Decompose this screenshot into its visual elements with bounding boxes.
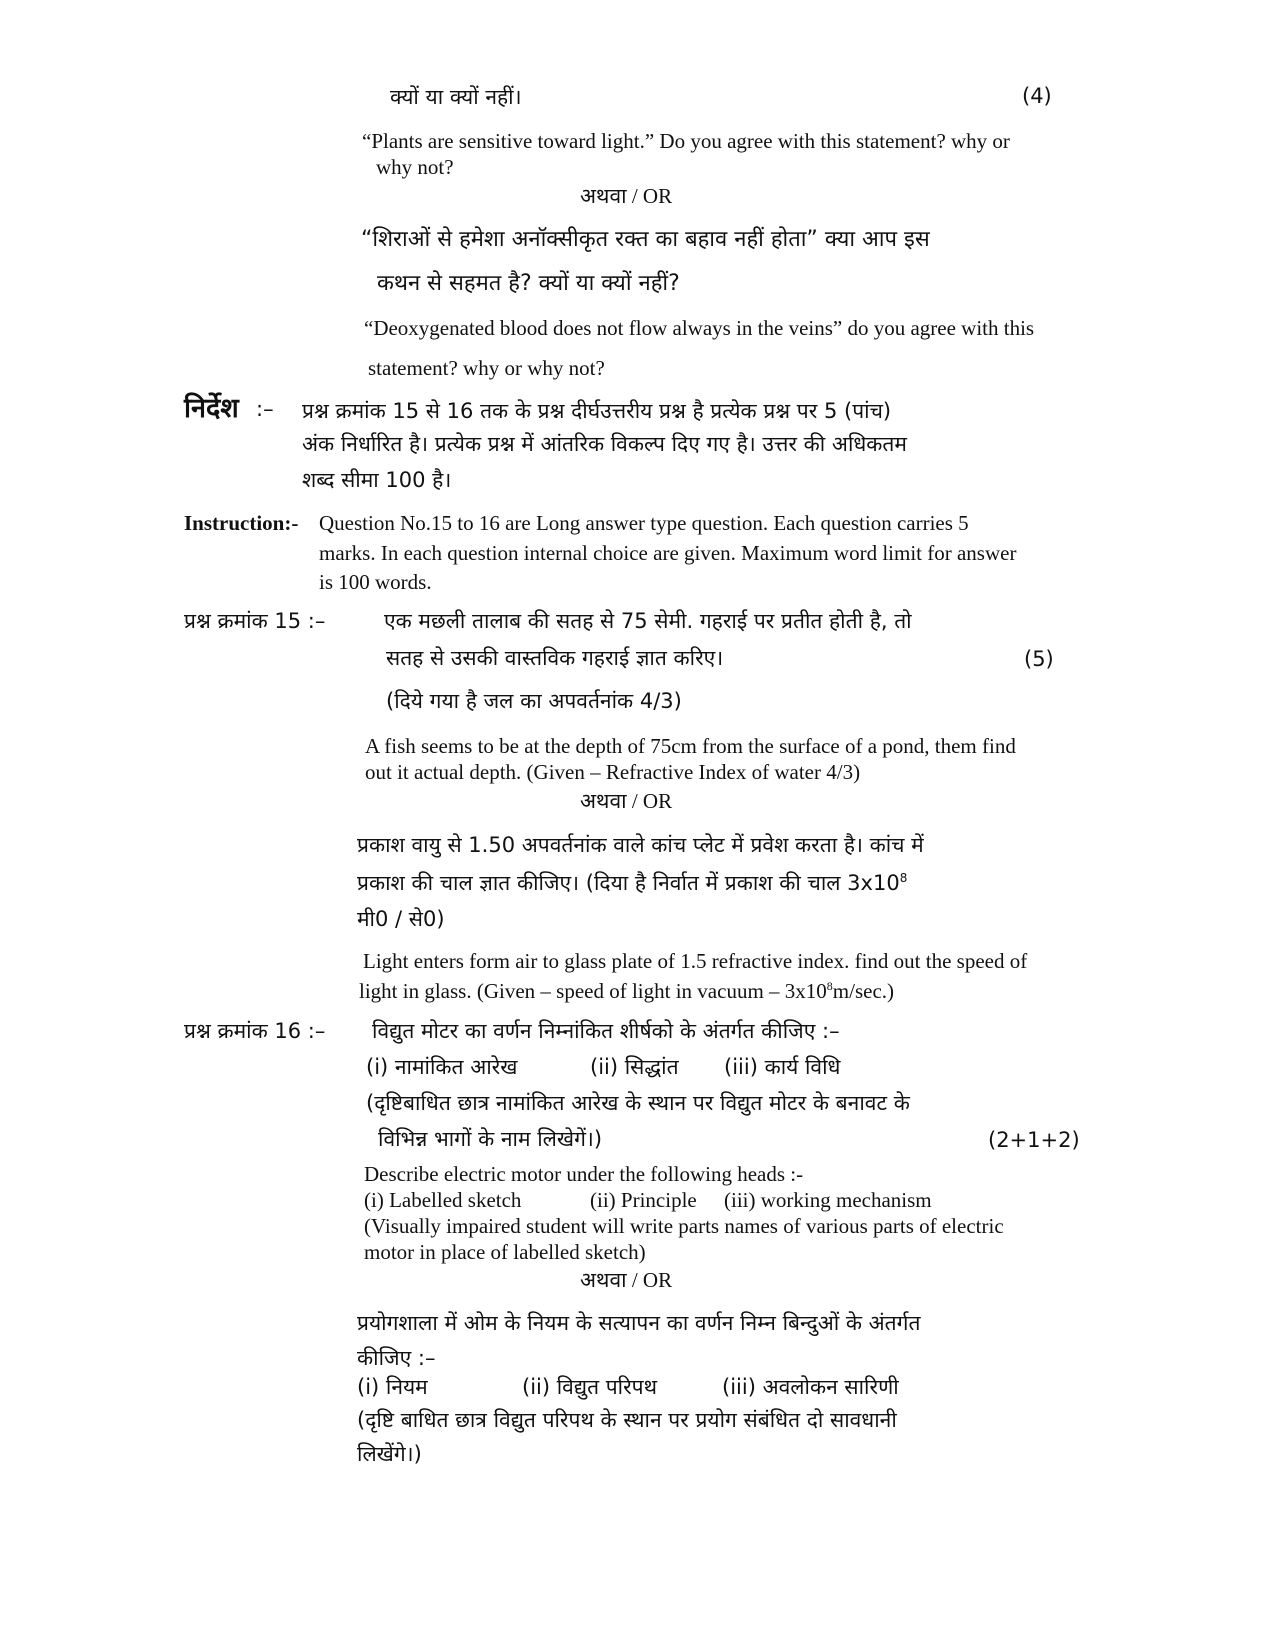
q14-alt-english-line1: “Deoxygenated blood does not flow always in the veins” do you agree with this xyxy=(364,316,1035,340)
q14-alt-english-line2: statement? why or why not? xyxy=(368,356,605,380)
q16-alt-hindi-head-3: (iii) अवलोकन सारिणी xyxy=(722,1375,899,1399)
q16-english-head-1: (i) Labelled sketch xyxy=(364,1188,522,1212)
q15-alt-english-line2: light in glass. (Given – speed of light in vacuum – $3x10^8m/\sec$.) xyxy=(359,979,895,1003)
q15-alt-hindi-line2: प्रकाश की चाल ज्ञात कीजिए। (दिया है निर्वात में प्रकाश की चाल $3x10^8$ xyxy=(357,871,908,895)
q16-or: अथवा / OR xyxy=(580,1268,673,1292)
q16-english-head-3: (iii) working mechanism xyxy=(724,1188,932,1212)
q16-english-line1: Describe electric motor under the following heads :- xyxy=(364,1162,804,1186)
q15-marks: (5) xyxy=(1024,647,1054,671)
q14-marks: (4) xyxy=(1022,84,1052,108)
q16-alt-hindi-line1: प्रयोगशाला में ओम के नियम के सत्यापन का वर्णन निम्न बिन्दुओं के अंतर्गत xyxy=(357,1311,921,1335)
q15-english-line2: out it actual depth. (Given – Refractive Index of water 4/3) xyxy=(365,760,861,784)
q16-hindi-head-3: (iii) कार्य विधि xyxy=(724,1055,841,1079)
q15-or: अथवा / OR xyxy=(580,789,673,813)
q15-hindi-given: (दिये गया है जल का अपवर्तनांक 4/3) xyxy=(386,689,682,713)
q15-alt-english-line1: Light enters form air to glass plate of 1.5 refractive index. find out the speed of xyxy=(363,949,1028,973)
instruction-hindi-sep: :– xyxy=(256,397,274,421)
q16-hindi-note-line2: विभिन्न भागों के नाम लिखेगें।) xyxy=(378,1127,603,1151)
q16-label: प्रश्न क्रमांक 16 :– xyxy=(184,1019,326,1043)
q14-hindi-end: क्यों या क्यों नहीं। xyxy=(390,85,522,109)
q16-alt-hindi-note-line1: (दृष्टि बाधित छात्र विद्युत परिपथ के स्थान पर प्रयोग संबंधित दो सावधानी xyxy=(357,1408,897,1432)
q14-alt-hindi-line1: “शिराओं से हमेशा अनॉक्सीकृत रक्त का बहाव नहीं होता” क्या आप इस xyxy=(361,227,930,252)
q16-alt-hindi-head-1: (i) नियम xyxy=(357,1375,428,1399)
instruction-hindi-line1: प्रश्न क्रमांक 15 से 16 तक के प्रश्न दीर्घउत्तरीय प्रश्न है प्रत्येक प्रश्न पर 5 (पांच) xyxy=(302,399,892,423)
q14-english-line1: “Plants are sensitive toward light.” Do you agree with this statement? why or xyxy=(362,129,1010,153)
q16-english-note-line1: (Visually impaired student will write parts names of various parts of electric xyxy=(364,1214,1004,1238)
q14-english-line2: why not? xyxy=(376,155,454,179)
q16-alt-hindi-note-line2: लिखेंगे।) xyxy=(357,1442,422,1466)
q15-english-line1: A fish seems to be at the depth of 75cm from the surface of a pond, them find xyxy=(365,734,1016,758)
q15-hindi-line2: सतह से उसकी वास्तविक गहराई ज्ञात करिए। xyxy=(386,646,724,670)
q16-hindi-line1: विद्युत मोटर का वर्णन निम्नांकित शीर्षको के अंतर्गत कीजिए :– xyxy=(372,1019,840,1043)
q16-hindi-head-2: (ii) सिद्धांत xyxy=(590,1055,679,1079)
q16-hindi-note-line1: (दृष्टिबाधित छात्र नामांकित आरेख के स्थान पर विद्युत मोटर के बनावट के xyxy=(366,1091,910,1115)
instruction-hindi-line3: शब्द सीमा 100 है। xyxy=(302,468,452,492)
instruction-english-line2: marks. In each question internal choice are given. Maximum word limit for answer xyxy=(319,541,1017,565)
instruction-hindi-label: निर्देश xyxy=(184,393,239,424)
q15-alt-hindi-line3: मी0 / से0) xyxy=(357,907,445,931)
q16-alt-hindi-line2: कीजिए :– xyxy=(357,1346,436,1370)
q14-or: अथवा / OR xyxy=(580,184,673,208)
q16-english-head-2: (ii) Principle xyxy=(590,1188,697,1212)
q15-alt-hindi-line1: प्रकाश वायु से 1.50 अपवर्तनांक वाले कांच प्लेट में प्रवेश करता है। कांच में xyxy=(357,833,924,857)
instruction-english-line1: Question No.15 to 16 are Long answer type question. Each question carries 5 xyxy=(319,511,969,535)
q16-alt-hindi-head-2: (ii) विद्युत परिपथ xyxy=(522,1375,658,1399)
q16-english-note-line2: motor in place of labelled sketch) xyxy=(364,1240,646,1264)
instruction-hindi-line2: अंक निर्धारित है। प्रत्येक प्रश्न में आंतरिक विकल्प दिए गए है। उत्तर की अधिकतम xyxy=(302,432,907,456)
instruction-english-line3: is 100 words. xyxy=(319,570,432,594)
q14-alt-hindi-line2: कथन से सहमत है? क्यों या क्यों नहीं? xyxy=(377,271,680,296)
q15-label: प्रश्न क्रमांक 15 :– xyxy=(184,609,326,633)
instruction-english-label: Instruction:- xyxy=(184,511,299,535)
q15-hindi-line1: एक मछली तालाब की सतह से 75 सेमी. गहराई पर प्रतीत होती है, तो xyxy=(384,609,912,633)
q16-marks: (2+1+2) xyxy=(988,1128,1080,1152)
q16-hindi-head-1: (i) नामांकित आरेख xyxy=(366,1055,518,1079)
